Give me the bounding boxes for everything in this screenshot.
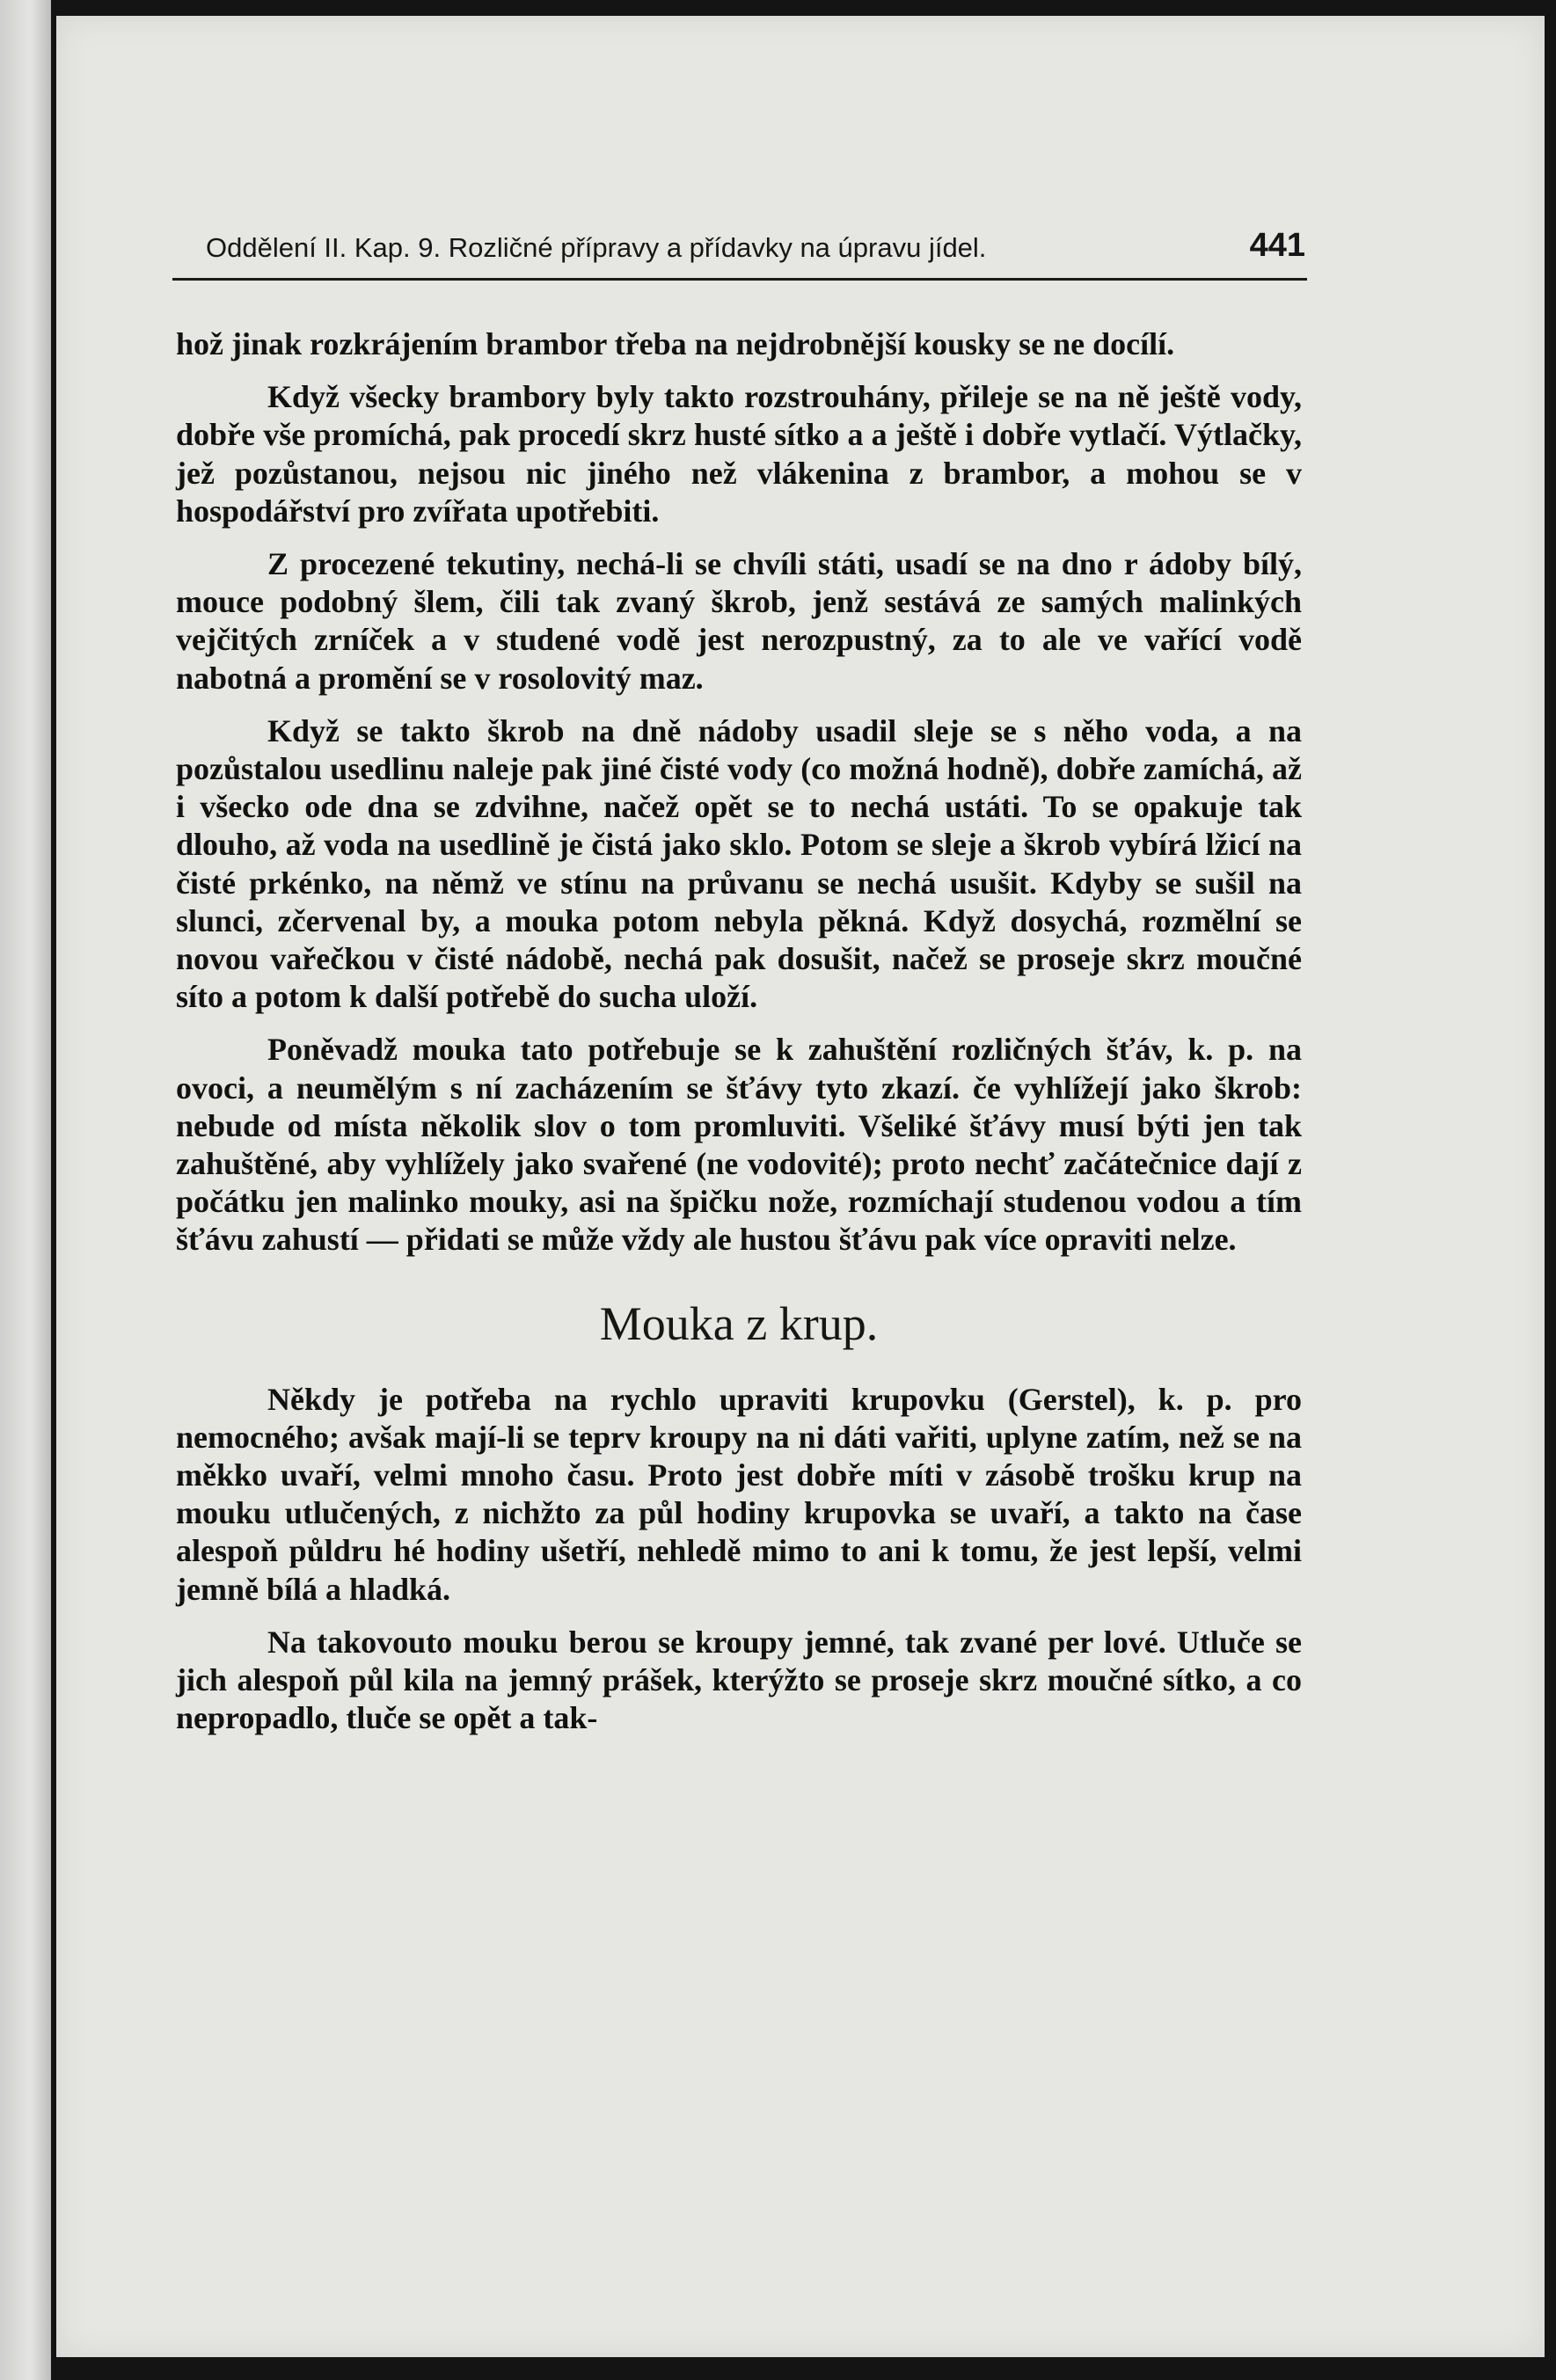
- paragraph: Když všecky brambory byly takto rozstrouhány, přileje se na ně ještě vody, dobře vše promíchá, pak procedí skrz husté sítko a a ještě i dobře vytlačí. Výtlačky, jež pozůstanou, nejsou nic jiného než vlákenina z brambor, a mohou se v hospodářství pro zvířata upotřebiti.: [176, 379, 1302, 529]
- header-rule: [172, 278, 1307, 281]
- section-title: Mouka z krup.: [599, 1296, 879, 1350]
- paragraph: Když se takto škrob na dně nádoby usadil sleje se s něho voda, a na pozůstalou usedlinu naleje pak jiné čisté vody (co možná hodně), dobře zamíchá, až i všecko ode dna se zdvihne, načež opět se to nechá ustáti. To se opakuje tak dlouho, až voda na usedlině je čistá jako sklo. Potom se sleje a škrob vybírá lžicí na čisté prkénko, na němž ve stínu na průvanu se nechá usušit. Kdyby se sušil na slunci, zčervenal by, a mouka potom nebyla pěkná. Když dosychá, rozmělní se novou vařečkou v čisté nádobě, nechá pak dosušit, načež se proseje skrz moučné síto a potom k další potřebě do sucha uloží.: [176, 712, 1302, 1015]
- paragraph: Někdy je potřeba na rychlo upraviti krupovku (Gerstel), k. p. pro nemocného; avšak mají-li se teprv kroupy na ni dáti vařiti, uplyne zatím, než se na měkko uvaří, velmi mnoho času. Proto jest dobře míti v zásobě trošku krup na mouku utlučených, z nichžto za půl hodiny krupovka se uvaří, a takto na čase alespoň půldru hé hodiny ušetří, nehledě mimo to ani k tomu, že jest lepší, velmi jemně bílá a hladká.: [176, 1381, 1302, 1607]
- page-header: [206, 227, 1305, 280]
- running-head: Oddělení II. Kap. 9. Rozličné přípravy a přídavky na úpravu jídel.: [206, 232, 987, 263]
- paragraph: Na takovouto mouku berou se kroupy jemné, tak zvané per lové. Utluče se jich alespoň půl kila na jemný prášek, kterýžto se proseje skrz moučné sítko, a co nepropadlo, tluče se opět a tak-: [176, 1624, 1302, 1736]
- page-body: [176, 325, 1302, 1753]
- page-number: 441: [1249, 227, 1305, 264]
- paragraph: Poněvadž mouka tato potřebuje se k zahuštění rozličných šťáv, k. p. na ovoci, a neumělým s ní zacházením se šťávy tyto zkazí. če vyhlížejí jako škrob: nebude od místa několik slov o tom promluviti. Všeliké šťávy musí býti jen tak zahuštěné, aby vyhlížely jako svařené (ne vodovité); proto nechť začátečnice dají z počátku jen malinko mouky, asi na špičku nože, rozmíchají studenou vodou a tím šťávu zahustí — přidati se může vždy ale hustou šťávu pak více opraviti nelze.: [176, 1032, 1302, 1258]
- paragraph: Z procezené tekutiny, nechá-li se chvíli státi, usadí se na dno r ádoby bílý, mouce podobný šlem, čili tak zvaný škrob, jenž sestává ze samých malinkých vejčitých zrníček a v studené vodě jest nerozpustný, za to ale ve vařící vodě nabotná a promění se v rosolovitý maz.: [176, 546, 1302, 696]
- adjacent-page-edge: [0, 0, 51, 2380]
- paragraph: hož jinak rozkrájením brambor třeba na nejdrobnější kousky se ne docílí.: [176, 326, 1175, 361]
